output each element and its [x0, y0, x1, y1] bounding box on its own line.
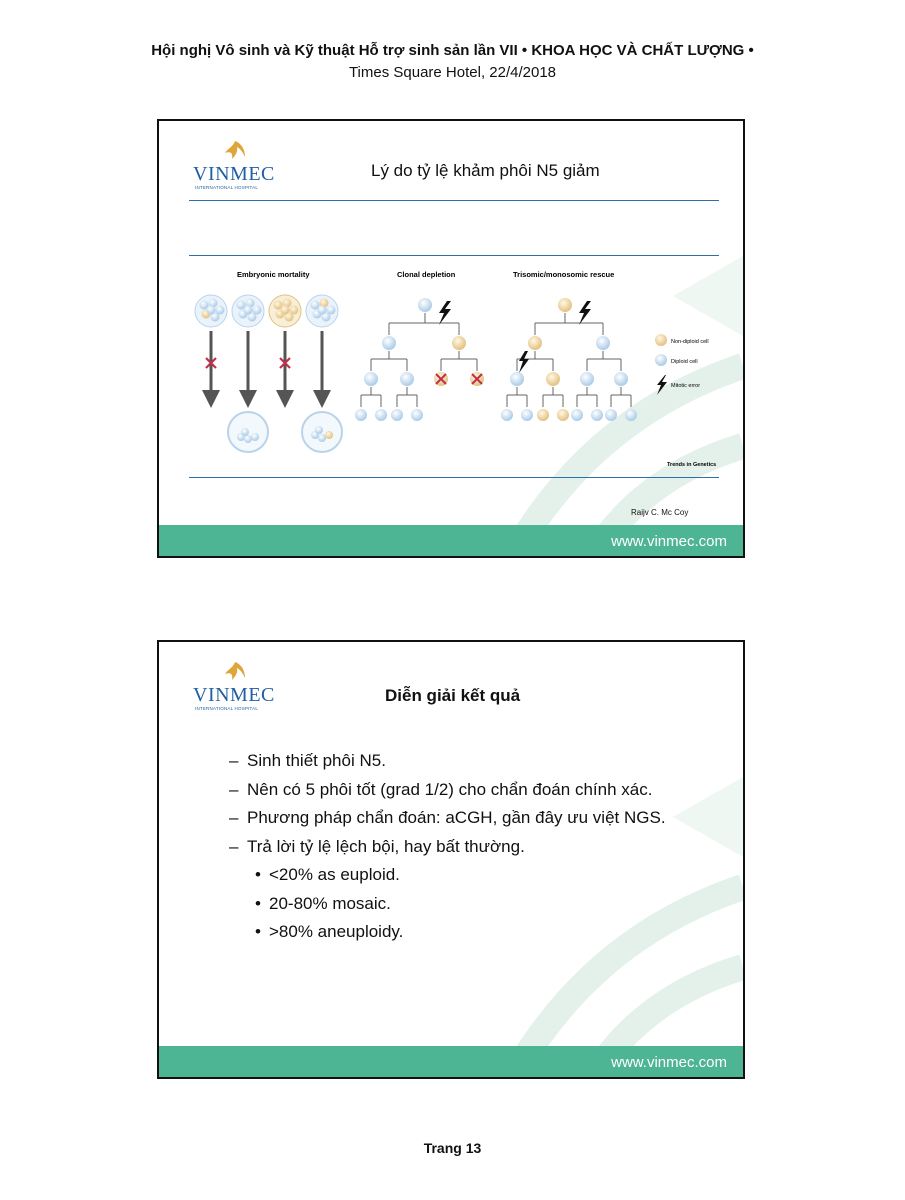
slide-title: Diễn giải kết quả: [385, 686, 521, 705]
slide-2: [157, 640, 745, 1079]
logo-wordmark: VINMEC: [193, 684, 275, 706]
panel-title-embryonic-mortality: Embryonic mortality: [237, 270, 310, 279]
list-item: – Trả lời tỷ lệ lệch bội, hay bất thường.: [229, 836, 525, 856]
logo-bird-icon: [223, 660, 247, 686]
vinmec-logo: [193, 660, 283, 712]
mitotic-error-icon: [439, 301, 451, 325]
page-number: Trang 13: [423, 1140, 482, 1156]
morula-2: [232, 295, 264, 327]
legend-mitotic-error: Mitotic error: [671, 383, 701, 389]
logo-bird-icon: [223, 139, 247, 165]
result-interpretation-list: [229, 747, 666, 947]
slide-footer-bar: [159, 1046, 743, 1077]
logo-tagline: INTERNATIONAL HOSPITAL: [195, 185, 259, 190]
legend-non-diploid: Non-diploid cell: [671, 339, 709, 345]
mosaicism-figure: [189, 263, 719, 473]
morula-3: [269, 295, 301, 327]
conference-title: Hội nghị Vô sinh và Kỹ thuật Hỗ trợ sinh sản lần VII • KHOA HỌC VÀ CHẤT LƯỢNG •: [151, 42, 754, 59]
mitotic-error-icon: [579, 301, 591, 325]
mitotic-error-icon: [519, 351, 529, 373]
blastocyst-1: [228, 412, 268, 452]
footer-url: www.vinmec.com: [611, 533, 727, 550]
slide-title: Lý do tỷ lệ khảm phôi N5 giảm: [371, 161, 600, 180]
figure-legend: [655, 334, 709, 395]
legend-mitotic-error-icon: [657, 375, 667, 395]
slide-footer-bar: [159, 525, 743, 556]
embryonic-mortality-panel: [195, 295, 342, 452]
page-header: [0, 40, 905, 84]
list-item: – Nên có 5 phôi tốt (grad 1/2) cho chẩn đoán chính xác.: [229, 779, 653, 799]
panel-title-clonal-depletion: Clonal depletion: [397, 270, 456, 279]
legend-diploid: Diploid cell: [671, 359, 698, 365]
logo-wordmark: VINMEC: [193, 163, 275, 185]
clonal-depletion-panel: [361, 313, 477, 407]
morula-4: [306, 295, 338, 327]
figure-source: Trends in Genetics: [667, 462, 717, 468]
morula-1: [195, 295, 227, 327]
title-divider: [189, 200, 719, 201]
blastocyst-2: [302, 412, 342, 452]
logo-tagline: INTERNATIONAL HOSPITAL: [195, 706, 259, 711]
list-item: – Sinh thiết phôi N5.: [229, 751, 386, 770]
panel-title-trisomic-rescue: Trisomic/monosomic rescue: [513, 270, 615, 279]
footer-url: www.vinmec.com: [611, 1054, 727, 1071]
list-item: – Phương pháp chẩn đoán: aCGH, gần đây ưu việt NGS.: [229, 808, 666, 827]
figure-top-rule: [189, 255, 719, 256]
sub-list-item: • >80% aneuploidy.: [255, 922, 404, 941]
figure-credit: Raijv C. Mc Coy: [631, 508, 689, 517]
figure-bottom-rule: [189, 477, 719, 478]
vinmec-logo: [193, 139, 283, 191]
conference-venue-date: Times Square Hotel, 22/4/2018: [348, 64, 557, 81]
sub-list-item: • 20-80% mosaic.: [255, 893, 391, 913]
sub-list-item: • <20% as euploid.: [255, 865, 400, 884]
slide-1: [157, 119, 745, 558]
